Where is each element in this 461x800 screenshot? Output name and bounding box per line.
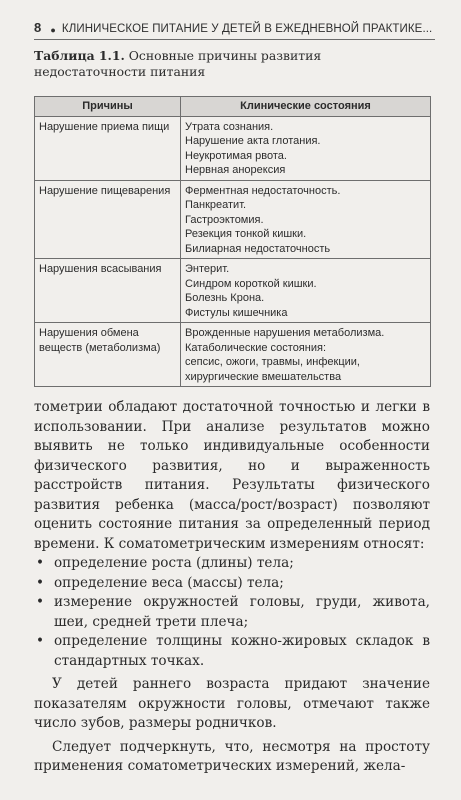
bullet-icon: • [36,633,45,649]
running-head [34,15,435,35]
state-item: сепсис, ожоги, травмы, инфекции, [185,356,360,368]
measurement-list [34,554,430,671]
state-item: хирургические вмешательства [185,370,342,383]
list-item-text: определение роста (длины) тела; [54,555,294,571]
header-rule [34,39,435,40]
table-row [35,323,431,387]
running-title: КЛИНИЧЕСКОЕ ПИТАНИЕ У ДЕТЕЙ В ЕЖЕДНЕВНОЙ ПРАКТИКЕ... [61,23,433,35]
list-item-text: измерение окружностей головы, груди, живота, шеи, средней трети плеча; [54,594,430,630]
list-item-text: определение веса (массы) тела; [54,574,284,591]
paragraph: Следует подчеркнуть, что, несмотря на простоту применения соматометрических измерений, жела- [34,738,430,774]
cause-cell: Нарушение пищеварения [35,180,181,259]
bullet-icon: • [36,594,45,610]
causes-table [34,96,431,387]
state-item: Гастроэктомия. [185,213,264,226]
state-item: Катаболические состояния: [185,341,326,354]
state-item: Панкреатит. [185,199,247,211]
bullet-icon: ● [50,25,56,35]
states-cell [181,116,431,180]
state-item: Болезнь Крона. [185,292,265,304]
column-header-states: Клинические состояния [181,97,431,117]
page-number: 8 [34,20,42,35]
list-item-text: определение толщины кожно-жировых складок в стандартных точках. [54,633,430,669]
states-cell [181,323,431,387]
table-caption-text: Основные причины развития недостаточности питания [34,48,322,79]
bullet-icon: • [36,555,45,571]
states-cell [181,180,431,259]
list-item [34,632,430,671]
state-item: Синдром короткой кишки. [185,277,317,290]
states-cell [181,259,431,323]
state-item: Резекция тонкой кишки. [185,228,307,240]
bullet-icon: • [36,574,45,591]
state-item: Утрата сознания. [185,120,274,133]
state-item: Неукротимая рвота. [185,149,287,162]
state-item: Врожденные нарушения метаболизма. [185,327,385,339]
table-caption [34,48,434,80]
table-caption-label: Таблица 1.1. [34,48,125,63]
table-row [35,180,431,259]
state-item: Ферментная недостаточность. [185,184,341,197]
state-item: Фистулы кишечника [185,306,288,319]
column-header-causes: Причины [35,97,181,117]
table-header-row [35,97,431,117]
list-item [34,554,430,574]
list-item [34,593,430,632]
list-item [34,574,430,594]
state-item: Нарушение акта глотания. [185,135,321,147]
paragraph: У детей раннего возраста придают значение показателям окружности головы, отмечают также число зубов, размеры родничков. [34,676,430,731]
state-item: Билиарная недостаточность [185,242,331,255]
cause-cell: Нарушения обмена веществ (метаболизма) [35,323,181,387]
state-item: Нервная анорексия [185,164,286,176]
cause-cell: Нарушения всасывания [35,259,181,323]
cause-cell: Нарушение приема пищи [35,116,181,180]
body-text [34,398,430,777]
paragraph: тометрии обладают достаточной точностью и легки в использовании. При анализе результатов можно выявить не только индивидуальные особенности физического развития, но и выраженность расстройств питания. Результаты физического развития ребенка (масса/рост/возраст) позволяют оценить состояние питания за определенный период времени. К соматометрическим измерениям относят: [34,399,430,552]
table-row [35,259,431,323]
state-item: Энтерит. [185,263,230,275]
table-row [35,116,431,180]
